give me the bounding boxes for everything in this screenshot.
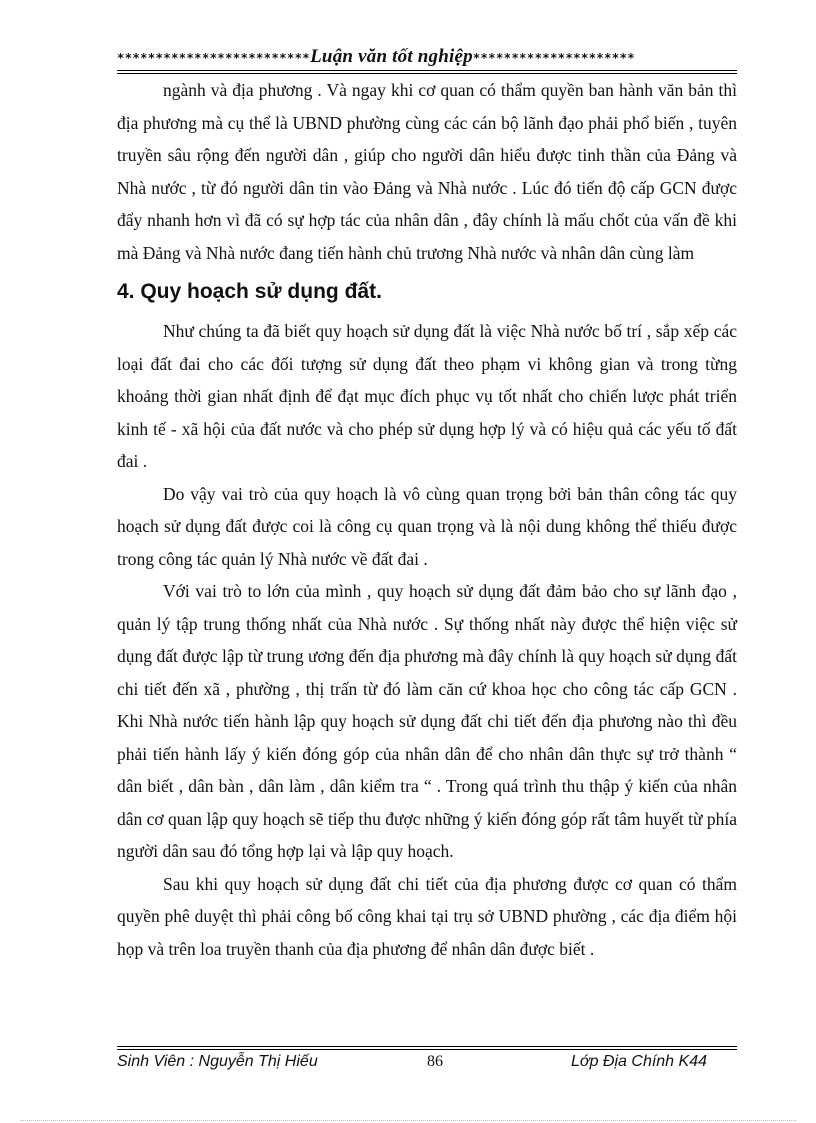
page-header bbox=[117, 46, 737, 70]
header-title: Luận văn tốt nghiệp bbox=[310, 46, 473, 67]
page-footer bbox=[117, 1053, 737, 1077]
header-stars-right: ********************* bbox=[472, 51, 636, 65]
paragraph-2: Do vậy vai trò của quy hoạch là vô cùng quan trọng bởi bản thân công tác quy hoạch sử dụng đất được coi là công cụ quan trọng và là nội dung không thể thiếu được trong công tác quản lý Nhà nước về đất đai . bbox=[117, 483, 737, 569]
page-bottom-edge bbox=[20, 1120, 796, 1121]
footer-page-number: 86 bbox=[427, 1053, 443, 1070]
paragraph-3: Với vai trò to lớn của mình , quy hoạch sử dụng đất đảm bảo cho sự lãnh đạo , quản lý tập trung thống nhất của Nhà nước . Sự thống nhất này được thể hiện việc sử dụng đất được lập từ trung ương đến địa phương mà đây chính là quy hoạch sử dụng đất chi tiết đến xã , phường , thị trấn từ đó làm căn cứ khoa học cho công tác cấp GCN . Khi Nhà nước tiến hành lập quy hoạch sử dụng đất chi tiết đến địa phương nào thì đều phải tiến hành lấy ý kiến đóng góp của nhân dân để cho nhân dân thực sự trở thành “ dân biết , dân bàn , dân làm , dân kiểm tra “ . Trong quá trình thu thập ý kiến của nhân dân cơ quan lập quy hoạch sẽ tiếp thu được những ý kiến đóng góp rất tâm huyết từ phía người dân sau đó tổng hợp lại và lập quy hoạch. bbox=[117, 581, 737, 861]
footer-rule-second bbox=[117, 1049, 737, 1050]
page-body bbox=[117, 74, 737, 965]
paragraph-1: Như chúng ta đã biết quy hoạch sử dụng đất là việc Nhà nước bố trí , sắp xếp các loại đất đai cho các đối tượng sử dụng đất theo phạm vi không gian và trong từng khoảng thời gian nhất định để đạt mục đích phục vụ tốt nhất cho chiến lược phát triển kinh tế - xã hội của đất nước và cho phép sử dụng hợp lý và có hiệu quả các yếu tố đất đai . bbox=[117, 321, 737, 471]
paragraph-continued: ngành và địa phương . Và ngay khi cơ quan có thẩm quyền ban hành văn bản thì địa phương mà cụ thể là UBND phường cùng các cán bộ lãnh đạo phải phổ biến , tuyên truyền sâu rộng đến người dân , giúp cho người dân hiểu được tinh thần của Đảng và Nhà nước , từ đó người dân tin vào Đảng và Nhà nước . Lúc đó tiến độ cấp GCN được đẩy nhanh hơn vì đã có sự hợp tác của nhân dân , đây chính là mấu chốt của vấn đề khi mà Đảng và Nhà nước đang tiến hành chủ trương Nhà nước và nhân dân cùng làm bbox=[117, 80, 737, 263]
paragraph-4: Sau khi quy hoạch sử dụng đất chi tiết của địa phương được cơ quan có thẩm quyền phê duyệt thì phải công bố công khai tại trụ sở UBND phường , các địa điểm hội họp và trên loa truyền thanh của địa phương để nhân dân được biết . bbox=[117, 873, 737, 959]
section-heading: 4. Quy hoạch sử dụng đất. bbox=[117, 280, 382, 303]
footer-student-name: Sinh Viên : Nguyễn Thị Hiếu bbox=[117, 1053, 318, 1070]
header-stars-left: ************************* bbox=[117, 51, 311, 65]
footer-rule bbox=[117, 1046, 737, 1047]
footer-class-name: Lớp Địa Chính K44 bbox=[571, 1053, 707, 1070]
header-rule bbox=[117, 70, 737, 71]
